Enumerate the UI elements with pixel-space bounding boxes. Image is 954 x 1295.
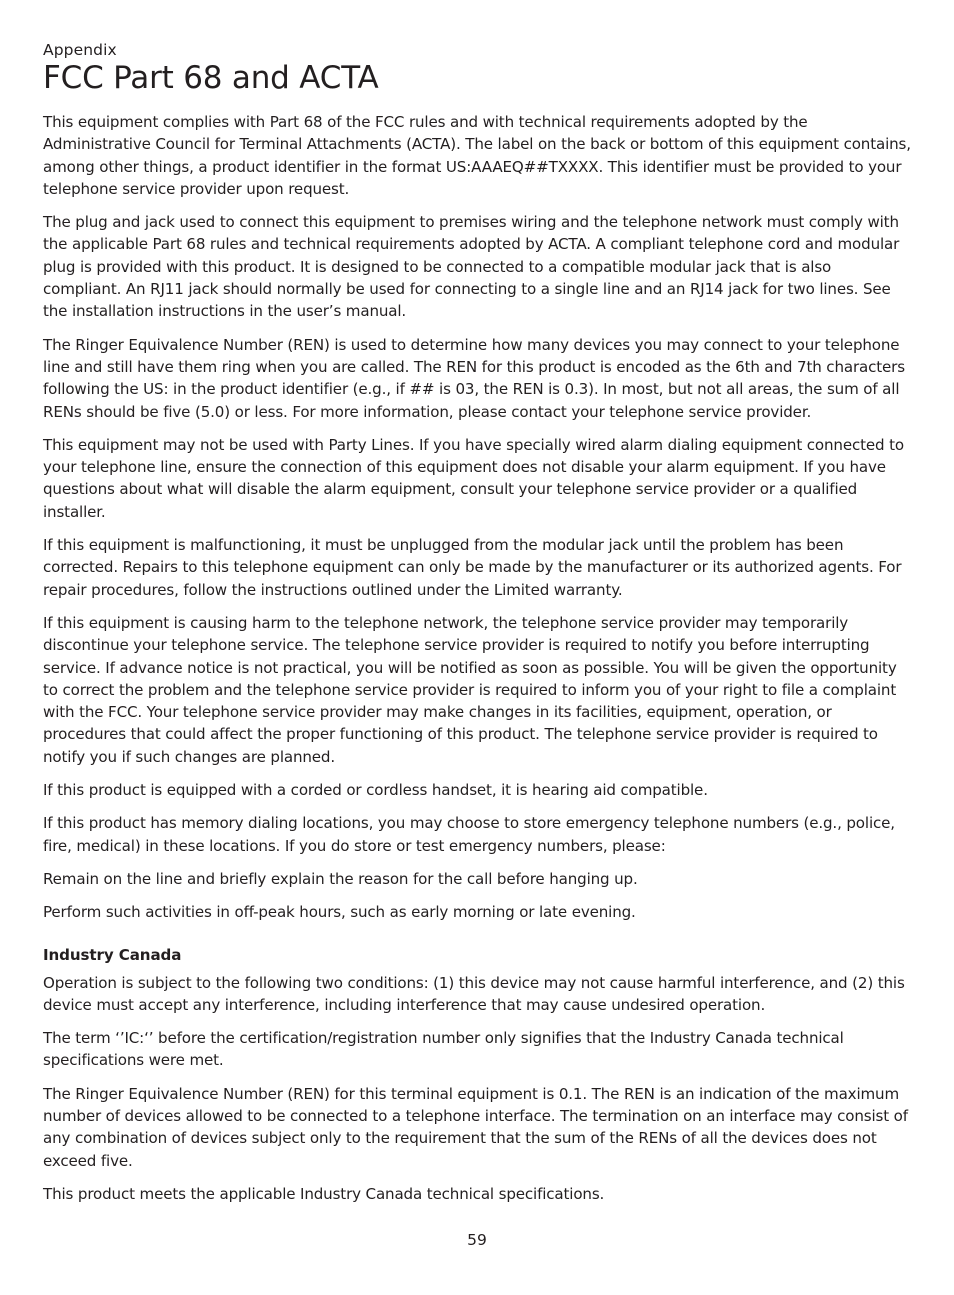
page-number: 59 [467,1231,487,1249]
fcc-paragraph-3: The Ringer Equivalence Number (REN) is used to determine how many devices you may connect to your telephone line and still have them ring when you are called. The REN for this product is encoded as the 6th and 7th characters following the US: in the product identifier (e.g., if ## is 03, the REN is 0.3). In most, but not all areas, the sum of all RENs should be five (5.0) or less. For more information, please contact your telephone service provider. [43,335,905,421]
fcc-paragraph-9: Remain on the line and briefly explain the reason for the call before hanging up. [43,869,638,888]
fcc-paragraph-1: This equipment complies with Part 68 of the FCC rules and with technical requirements adopted by the Administrative Council for Terminal Attachments (ACTA). The label on the back or bottom of this equipment contains, among other things, a product identifier in the format US:AAAEQ##TXXXX. This identifier must be provided to your telephone service provider upon request. [43,113,911,198]
ic-paragraph-3: The Ringer Equivalence Number (REN) for this terminal equipment is 0.1. The REN is an indication of the maximum number of devices allowed to be connected to a telephone interface. The termination on an interface may consist of any combination of devices subject only to the requirement that the sum of the RENs of all the devices does not exceed five. [43,1084,908,1170]
fcc-paragraph-5: If this equipment is malfunctioning, it must be unplugged from the modular jack until the problem has been corrected. Repairs to this telephone equipment can only be made by the manufacturer or its authorized agents. For repair procedures, follow the instructions outlined under the Limited warranty. [43,536,902,599]
fcc-paragraph-8: If this product has memory dialing locations, you may choose to store emergency telephone numbers (e.g., police, fire, medical) in these locations. If you do store or test emergency numbers, please: [43,814,895,855]
ic-paragraph-2: The term ‘’IC:‘’ before the certification/registration number only signifies that the Industry Canada technical specifications were met. [43,1029,844,1070]
fcc-paragraph-6: If this equipment is causing harm to the telephone network, the telephone service provider may temporarily discontinue your telephone service. The telephone service provider is required to notify you before interrupting service. If advance notice is not practical, you will be notified as soon as possible. You will be given the opportunity to correct the problem and the telephone service provider is required to inform you of your right to file a complaint with the FCC. Your telephone service provider may make changes in its facilities, equipment, operation, or procedures that could affect the proper functioning of this product. The telephone service provider is required to notify you if such changes are planned. [43,613,897,766]
fcc-paragraph-2: The plug and jack used to connect this equipment to premises wiring and the telephone network must comply with the applicable Part 68 rules and technical requirements adopted by ACTA. A compliant telephone cord and modular plug is provided with this product. It is designed to be connected to a compatible modular jack that is also compliant. An RJ11 jack should normally be used for connecting to a single line and an RJ14 jack for two lines. See the installation instructions in the user’s manual. [43,213,900,321]
section-label: Appendix [43,41,117,59]
fcc-paragraph-7: If this product is equipped with a corded or cordless handset, it is hearing aid compatible. [43,781,708,800]
ic-paragraph-4: This product meets the applicable Industry Canada technical specifications. [43,1184,605,1203]
fcc-paragraph-10: Perform such activities in off-peak hours, such as early morning or late evening. [43,903,636,922]
industry-canada-heading: Industry Canada [43,945,182,964]
page-title: FCC Part 68 and ACTA [43,60,379,96]
ic-paragraph-1: Operation is subject to the following two conditions: (1) this device may not cause harmful interference, and (2) this device must accept any interference, including interference that may cause undesired operation. [43,973,905,1014]
fcc-paragraph-4: This equipment may not be used with Party Lines. If you have specially wired alarm dialing equipment connected to your telephone line, ensure the connection of this equipment does not disable your alarm equipment. If you have questions about what will disable the alarm equipment, consult your telephone service provider or a qualified installer. [43,435,904,521]
document-page [43,40,911,1216]
